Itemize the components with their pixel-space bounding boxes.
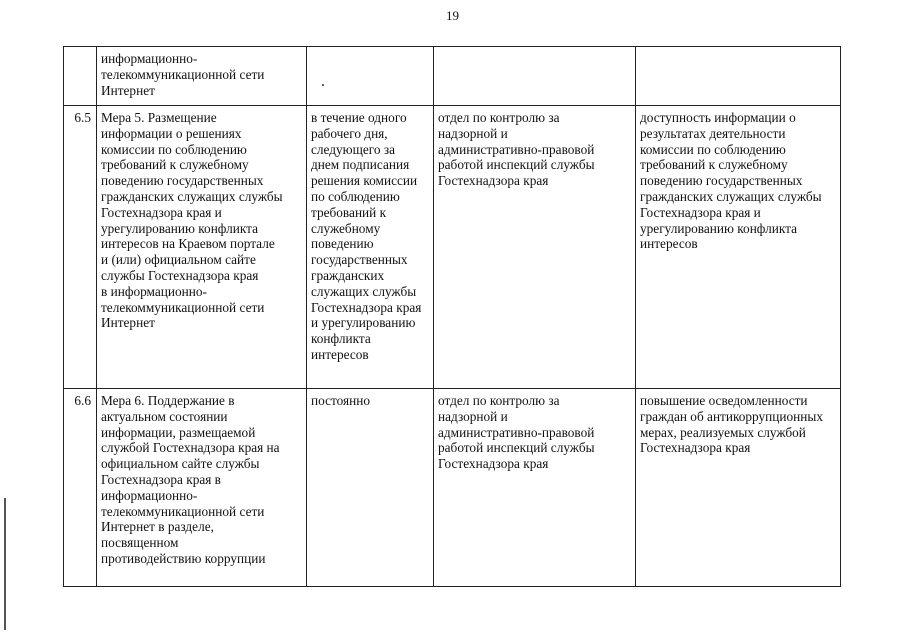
scan-dot xyxy=(322,84,324,86)
term-cell xyxy=(307,47,434,106)
measure-cell: Мера 5. Размещение информации о решениях комиссии по соблюдению требований к служебному поведению государственных гражданских служащих службы Гостехнадзора края и урегулированию конфликта интересов на Краевом портале и (или) официальном сайте службы Гостехнадзора края в информационно- телекоммуникационной сети Интернет xyxy=(97,106,307,389)
responsible-cell: отдел по контролю за надзорной и административно-правовой работой инспекций службы Гостехнадзора края xyxy=(434,389,636,587)
table-row xyxy=(64,106,841,389)
responsible-cell: отдел по контролю за надзорной и административно-правовой работой инспекций службы Гостехнадзора края xyxy=(434,106,636,389)
result-cell: доступность информации о результатах деятельности комиссии по соблюдению требований к служебному поведению государственных гражданских служащих службы Гостехнадзора края и урегулированию конфликта интересов xyxy=(636,106,841,389)
result-cell: повышение осведомленности граждан об антикоррупционных мерах, реализуемых службой Гостехнадзора края xyxy=(636,389,841,587)
measure-cell: информационно- телекоммуникационной сети Интернет xyxy=(97,47,307,106)
result-cell xyxy=(636,47,841,106)
row-number: 6.5 xyxy=(64,106,97,389)
term-cell: постоянно xyxy=(307,389,434,587)
responsible-cell xyxy=(434,47,636,106)
table-row xyxy=(64,389,841,587)
table-row xyxy=(64,47,841,106)
page-number: 19 xyxy=(446,8,459,23)
row-number xyxy=(64,47,97,106)
row-number: 6.6 xyxy=(64,389,97,587)
measures-table xyxy=(63,46,841,587)
measure-cell: Мера 6. Поддержание в актуальном состоянии информации, размещаемой службой Гостехнадзора края на официальном сайте службы Гостехнадзора края в информационно- телекоммуникационной сети Интернет в разделе, посвященном противодействию коррупции xyxy=(97,389,307,587)
term-cell: в течение одного рабочего дня, следующего за днем подписания решения комиссии по соблюдению требований к служебному поведению государственных гражданских служащих службы Гостехнадзора края и урегулированию конфликта интересов xyxy=(307,106,434,389)
scan-margin-line xyxy=(4,498,6,630)
